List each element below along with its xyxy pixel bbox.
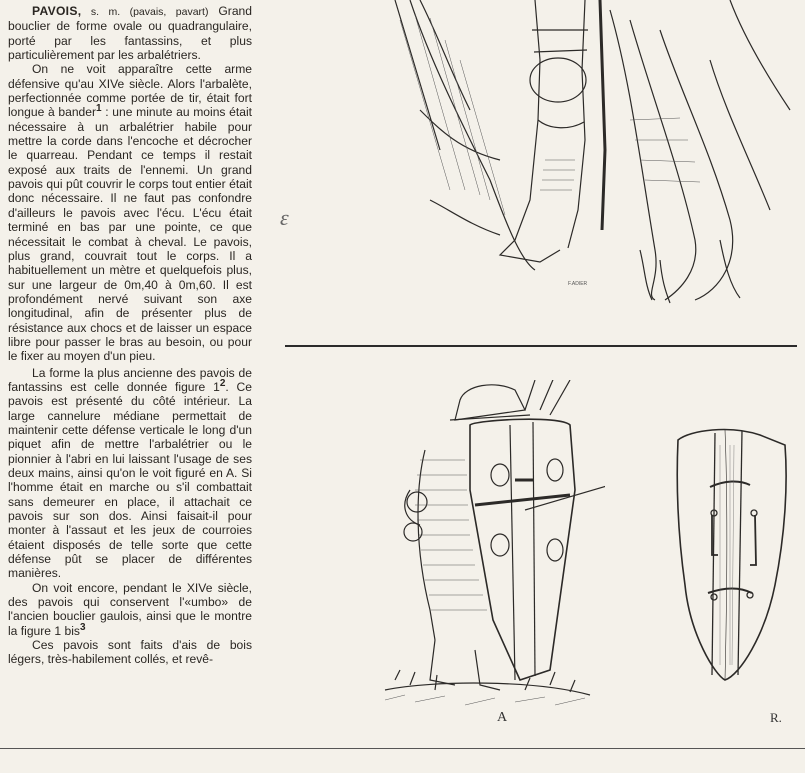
paragraph-3-text: On voit encore, pendant le XIVe siècle, des pavois qui conservent l'«umbo» de l'ancien bouclier gaulois, ainsi que le montre la figure 1 bis <box>8 580 252 638</box>
entry-text-column <box>8 4 252 667</box>
paragraph-4 <box>8 638 252 667</box>
footnote-ref-2: 2 <box>219 377 226 389</box>
paragraph-1-text-b: : une minute au moins était nécessaire à un arbalétrier habile pour mettre la corde dans l'encoche et décrocher le quarreau. Pendant ce temps il restait exposé aux traits de l'ennemi. Un grand pavois qui pût couvrir le corps tout entier était donc nécessaire. Il ne faut pas confondre d'ailleurs le pavois avec l'écu. L'écu était terminé en bas par une pointe, ce que nécessitait le combat à cheval. Le pavois, plus grand, couvrait tout le corps. Il a habituellement un mètre et quelquefois plus, sur une largeur de 0m,40 à 0m,60. Il est profondément nervé suivant son axe longitudinal, afin de présenter plus de résistance aux chocs et de laisser un espace libre pour passer le bras au besoin, ou pour le fixer au moyen d'un pieu. <box>8 105 252 364</box>
section-divider <box>285 345 797 347</box>
illustrator-signature: F.ADIER <box>568 281 588 287</box>
pavois-interior-illustration <box>670 425 790 685</box>
paragraph-4-text: Ces pavois sont faits d'ais de bois légers, très-habilement collés, et revê- <box>8 638 252 667</box>
footnote-ref-3: 3 <box>79 621 86 633</box>
paragraph-1-text-a: On ne voit apparaître cette arme défensive qu'au XIVe siècle. Alors l'arbalète, perfectionnée comme portée de tir, était fort longue à bander <box>8 62 252 120</box>
figure-label-r: R. <box>770 710 782 725</box>
paragraph-1 <box>8 62 252 363</box>
figure-label-a: A <box>497 710 508 725</box>
margin-annotation: ɛ <box>280 205 289 230</box>
soldier-pavois-drawing <box>375 380 605 720</box>
pavois-interior-drawing <box>670 425 790 685</box>
knight-legs-illustration <box>300 0 800 310</box>
definition-text: Grand bouclier de forme ovale ou quadrangulaire, porté par les fantassins, et plus particulièrement par les arbalétriers. <box>8 4 252 63</box>
knight-legs-drawing <box>300 0 800 310</box>
paragraph-3 <box>8 581 252 638</box>
paragraph-2-text-b: . Ce pavois est présenté du côté intérieur. La large cannelure médiane permettait de maintenir cette défense verticale le long d'un piquet afin de mettre l'arbalétrier ou le pionnier à l'abri en lui laissant l'usage de ses deux mains, ainsi qu'on le voit figuré en A. Si l'homme était en marche ou s'il combattait sans demeurer en place, il attachait ce pavois sur son dos. Ainsi faisait-il pour monter à l'assaut et les jeux de courroies étaient disposés de telle sorte que cette défense pût se placer de différentes manières. <box>8 379 252 581</box>
paragraph-2-text-a: La forme la plus ancienne des pavois de fantassins est celle donnée figure 1 <box>8 365 252 394</box>
footnote-ref-1: 1 <box>96 103 102 115</box>
bottom-divider <box>0 748 805 749</box>
entry-definition <box>8 4 252 62</box>
grammar-note: s. m. (pavais, pavart) <box>81 6 209 18</box>
headword: PAVOIS, <box>32 4 82 18</box>
paragraph-2 <box>8 366 252 581</box>
figure-a-soldier-with-pavois <box>375 380 605 720</box>
